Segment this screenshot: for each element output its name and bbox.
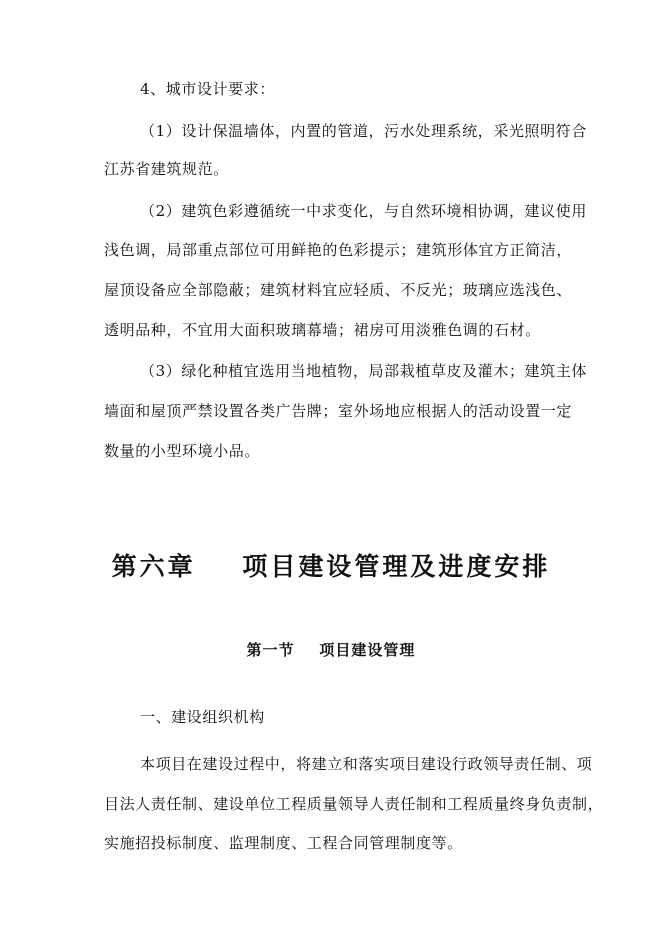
item2-line-3: 屋顶设备应全部隐蔽；建筑材料宜应轻质、不反光；玻璃应选浅色、 [104, 281, 573, 299]
item3-line-3: 数量的小型环境小品。 [104, 442, 261, 460]
section-title: 第一节 项目建设管理 [246, 641, 416, 659]
chapter-title: 第六章 项目建设管理及进度安排 [111, 552, 551, 581]
subsection-line-1: 本项目在建设过程中，将建立和落实项目建设行政领导责任制、项 [140, 755, 593, 773]
subsection-line-3: 实施招投标制度、监理制度、工程合同管理制度等。 [104, 834, 463, 852]
item2-line-1: （2）建筑色彩遵循统一中求变化，与自然环境相协调，建议使用 [140, 202, 587, 220]
item1-line-2: 江苏省建筑规范。 [104, 160, 229, 178]
subsection-heading: 一、建设组织机构 [140, 708, 265, 726]
urban-design-heading: 4、城市设计要求： [140, 80, 275, 98]
subsection-line-2: 目法人责任制、建设单位工程质量领导人责任制和工程质量终身负责制， [104, 795, 604, 813]
item3-line-2: 墙面和屋顶严禁设置各类广告牌；室外场地应根据人的活动设置一定 [104, 402, 573, 420]
item3-line-1: （3）绿化种植宜选用当地植物，局部栽植草皮及灌木；建筑主体 [140, 362, 587, 380]
item2-line-4: 透明品种，不宜用大面积玻璃幕墙；裙房可用淡雅色调的石材。 [104, 321, 541, 339]
item1-line-1: （1）设计保温墙体，内置的管道，污水处理系统，采光照明符合 [140, 122, 587, 140]
item2-line-2: 浅色调，局部重点部位可用鲜艳的色彩提示；建筑形体宜方正简洁， [104, 241, 573, 259]
